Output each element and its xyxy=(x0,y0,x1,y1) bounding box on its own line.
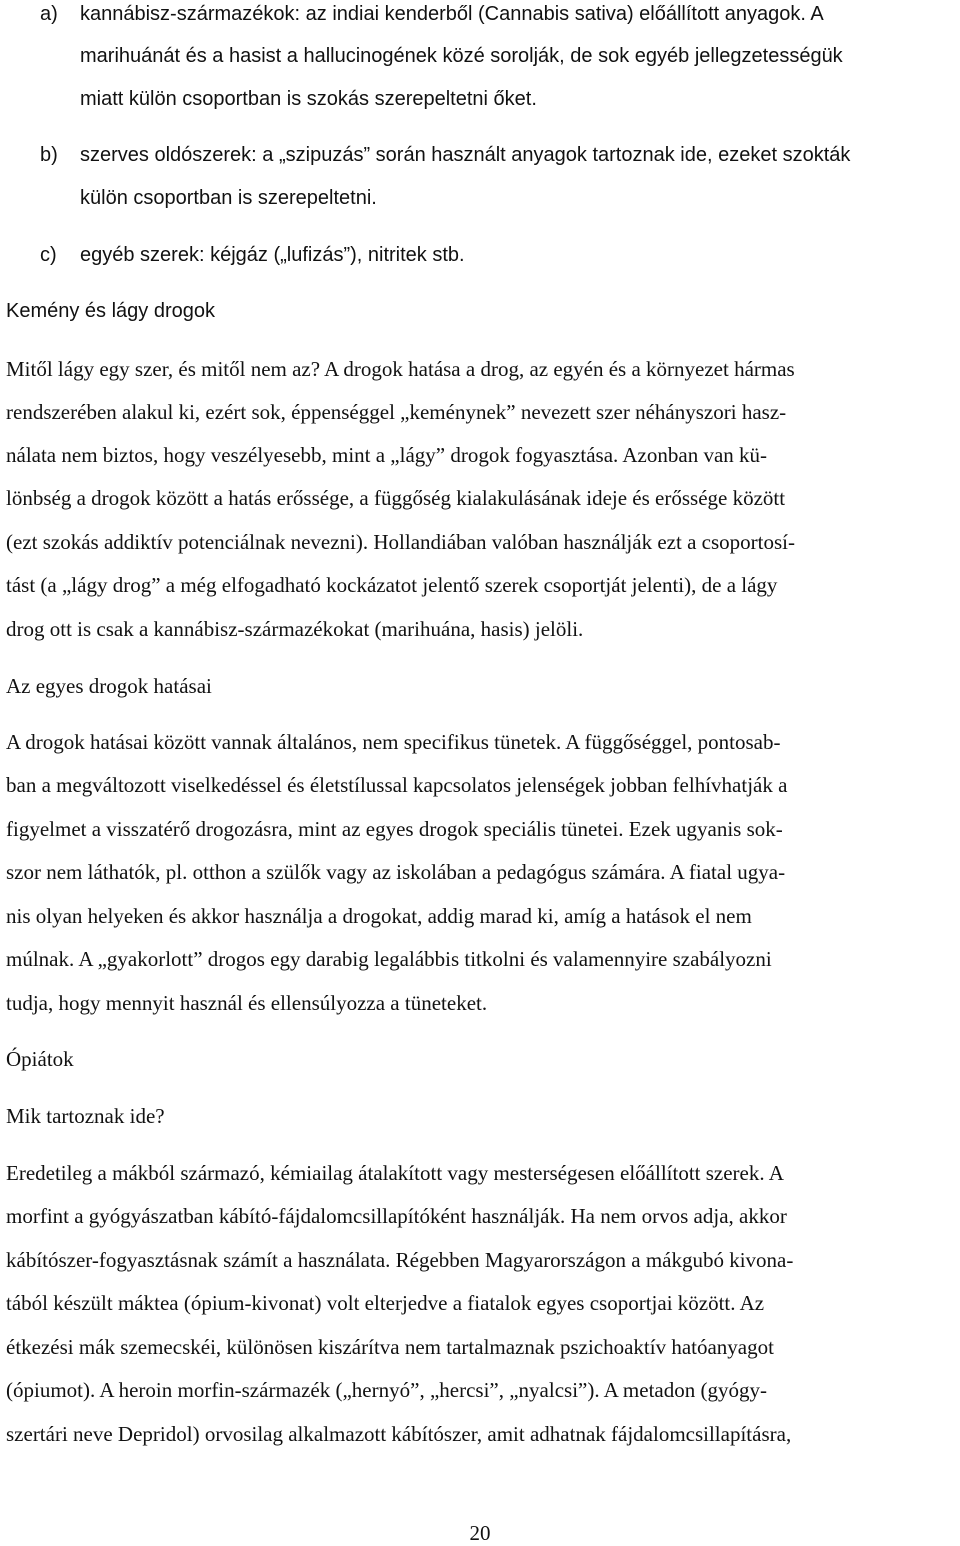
list-item-line: külön csoportban is szerepeltetni. xyxy=(80,187,377,209)
paragraph-line: tából készült máktea (ópium-kivonat) volt elterjedve a fiatalok egyes csoportjai között. Az xyxy=(6,1291,765,1315)
paragraph-line: múlnak. A „gyakorlott” drogos egy darabig legalábbis titkolni és valamennyire szabályozni xyxy=(6,947,772,971)
paragraph-line: kábítószer-fogyasztásnak számít a használata. Régebben Magyarországon a mákgubó kivona- xyxy=(6,1248,794,1272)
list-item-line: szerves oldószerek: a „szipuzás” során használt anyagok tartoznak ide, ezeket szokták xyxy=(80,144,851,166)
paragraph-line: étkezési mák szemecskéi, különösen kiszárítva nem tartalmaznak pszichoaktív hatóanyagot xyxy=(6,1335,774,1359)
paragraph-line: drog ott is csak a kannábisz-származékokat (marihuána, hasis) jelöli. xyxy=(6,617,584,641)
list-item-line: marihuánát és a hasist a hallucinogének közé sorolják, de sok egyéb jellegzetességük xyxy=(80,45,843,67)
list-marker: b) xyxy=(40,144,58,166)
section-heading: Ópiátok xyxy=(6,1047,74,1071)
list-item-c xyxy=(0,0,960,280)
paragraph-line: (ópiumot). A heroin morfin-származék („hernyó”, „hercsi”, „nyalcsi”). A metadon (gyógy- xyxy=(6,1378,767,1402)
paragraph-line: A drogok hatásai között vannak általános, nem specifikus tünetek. A függőséggel, pontosab- xyxy=(6,730,781,754)
paragraph-line: szor nem láthatók, pl. otthon a szülők vagy az iskolában a pedagógus számára. A fiatal ugya- xyxy=(6,860,786,884)
paragraph-line: tudja, hogy mennyit használ és ellensúlyozza a tüneteket. xyxy=(6,991,488,1015)
paragraph-line: szertári neve Depridol) orvosilag alkalmazott kábítószer, amit adhatnak fájdalomcsillapításra, xyxy=(6,1422,792,1446)
list-item-line: miatt külön csoportban is szokás szerepeltetni őket. xyxy=(80,88,537,110)
paragraph-line: morfint a gyógyászatban kábító-fájdalomcsillapítóként használják. Ha nem orvos adja, akkor xyxy=(6,1204,787,1228)
list-item-line: egyéb szerek: kéjgáz („lufizás”), nitritek stb. xyxy=(80,244,465,266)
paragraph-line: Eredetileg a mákból származó, kémiailag átalakított vagy mesterségesen előállított szerek. A xyxy=(6,1161,784,1185)
section-heading: Az egyes drogok hatásai xyxy=(6,674,212,698)
paragraph-line: Mitől lágy egy szer, és mitől nem az? A drogok hatása a drog, az egyén és a környezet hármas xyxy=(6,357,795,381)
page-number: 20 xyxy=(469,1521,491,1545)
paragraph-line: lönbség a drogok között a hatás erőssége, a függőség kialakulásának ideje és erőssége között xyxy=(6,486,786,510)
paragraph-line: ban a megváltozott viselkedéssel és életstílussal kapcsolatos jelenségek jobban felhívhatják a xyxy=(6,773,788,797)
paragraph-line: tást (a „lágy drog” a még elfogadható kockázatot jelentő szerek csoportját jelenti), de a lágy xyxy=(6,573,778,597)
subsection-heading: Mik tartoznak ide? xyxy=(6,1104,165,1128)
section-heading: Kemény és lágy drogok xyxy=(6,300,216,322)
paragraph-line: nálata nem biztos, hogy veszélyesebb, mint a „lágy” drogok fogyasztása. Azonban van kü- xyxy=(6,443,768,467)
paragraph-line: nis olyan helyeken és akkor használja a drogokat, addig marad ki, amíg a hatások el nem xyxy=(6,904,752,928)
list-item-line: kannábisz-származékok: az indiai kenderből (Cannabis sativa) előállított anyagok. A xyxy=(80,3,824,25)
list-marker: c) xyxy=(40,244,57,266)
paragraph-line: rendszerében alakul ki, ezért sok, éppenséggel „keménynek” nevezett szer néhányszori hasz- xyxy=(6,400,787,424)
paragraph-line: figyelmet a visszatérő drogozásra, mint az egyes drogok speciális tünetei. Ezek ugyanis sok- xyxy=(6,817,783,841)
paragraph-line: (ezt szokás addiktív potenciálnak nevezni). Hollandiában valóban használják ezt a csoportosí- xyxy=(6,530,795,554)
list-marker: a) xyxy=(40,3,58,25)
